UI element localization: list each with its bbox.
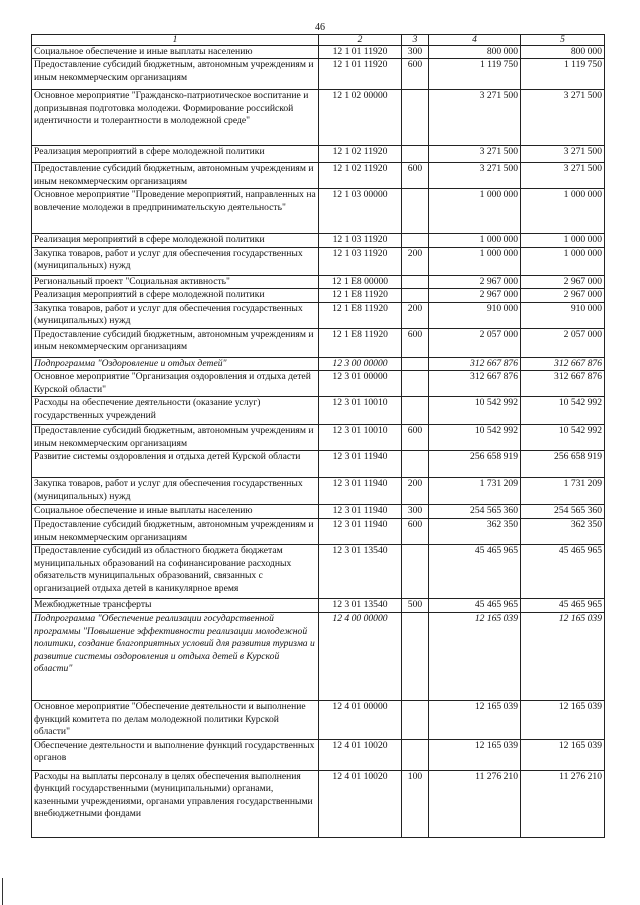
row-amount-2: 45 465 965 [521, 545, 605, 599]
row-amount-2: 10 542 992 [521, 397, 605, 425]
row-code: 12 1 E8 11920 [319, 302, 402, 328]
row-amount-2: 910 000 [521, 302, 605, 328]
row-code: 12 1 E8 11920 [319, 328, 402, 357]
table-row [32, 59, 605, 90]
row-amount-1: 12 165 039 [429, 739, 521, 770]
row-name: Расходы на выплаты персоналу в целях обеспечения выполнения функций государственными (муниципальными) органами, казенными учреждениями, органами управления государственными внебюджетными фондами [32, 770, 319, 837]
row-name: Основное мероприятие "Гражданско-патриотическое воспитание и допризывная подготовка молодежи. Формирование российской идентичности и толерантности в молодежной среде" [32, 90, 319, 146]
row-type-code [402, 146, 429, 163]
row-amount-1: 312 667 876 [429, 357, 521, 370]
row-code: 12 3 01 10010 [319, 397, 402, 425]
table-row [32, 275, 605, 288]
scan-edge-line [2, 878, 3, 905]
table-row [32, 247, 605, 275]
row-code: 12 1 01 11920 [319, 46, 402, 59]
row-name: Развитие системы оздоровления и отдыха детей Курской области [32, 451, 319, 478]
row-code: 12 3 00 00000 [319, 357, 402, 370]
row-type-code [402, 371, 429, 397]
row-type-code [402, 234, 429, 247]
row-type-code: 300 [402, 505, 429, 519]
row-name: Основное мероприятие "Проведение мероприятий, направленных на вовлечение молодежи в предпринимательскую деятельность" [32, 189, 319, 234]
row-amount-1: 362 350 [429, 519, 521, 545]
row-name: Предоставление субсидий бюджетным, автономным учреждениям и иным некоммерческим организациям [32, 59, 319, 90]
row-amount-1: 12 165 039 [429, 613, 521, 701]
column-header: 4 [429, 35, 521, 46]
row-amount-1: 45 465 965 [429, 545, 521, 599]
row-amount-2: 12 165 039 [521, 739, 605, 770]
row-type-code: 200 [402, 247, 429, 275]
row-amount-2: 362 350 [521, 519, 605, 545]
table-row [32, 46, 605, 59]
table-row [32, 397, 605, 425]
column-header: 1 [32, 35, 319, 46]
row-name: Подпрограмма "Оздоровление и отдых детей" [32, 357, 319, 370]
row-amount-2: 3 271 500 [521, 90, 605, 146]
table-row [32, 701, 605, 739]
row-type-code: 300 [402, 46, 429, 59]
row-name: Межбюджетные трансферты [32, 599, 319, 613]
row-name: Региональный проект "Социальная активность" [32, 275, 319, 288]
row-code: 12 1 02 11920 [319, 146, 402, 163]
table-row [32, 478, 605, 505]
row-type-code [402, 289, 429, 302]
row-code: 12 4 00 00000 [319, 613, 402, 701]
row-code: 12 4 01 00000 [319, 701, 402, 739]
row-name: Реализация мероприятий в сфере молодежной политики [32, 234, 319, 247]
row-amount-1: 11 276 210 [429, 770, 521, 837]
row-name: Реализация мероприятий в сфере молодежной политики [32, 146, 319, 163]
row-amount-2: 312 667 876 [521, 371, 605, 397]
table-row [32, 545, 605, 599]
row-amount-2: 12 165 039 [521, 613, 605, 701]
row-amount-1: 256 658 919 [429, 451, 521, 478]
row-amount-2: 254 565 360 [521, 505, 605, 519]
row-name: Социальное обеспечение и иные выплаты населению [32, 46, 319, 59]
row-code: 12 4 01 10020 [319, 770, 402, 837]
row-code: 12 1 03 11920 [319, 247, 402, 275]
table-row [32, 599, 605, 613]
row-type-code [402, 545, 429, 599]
row-name: Предоставление субсидий из областного бюджета бюджетам муниципальных образований на софинансирование расходных обязательств муниципальных образований, связанных с организацией отдыха детей в каникулярное время [32, 545, 319, 599]
table-row [32, 302, 605, 328]
row-name: Основное мероприятие "Организация оздоровления и отдыха детей Курской области" [32, 371, 319, 397]
row-name: Предоставление субсидий бюджетным, автономным учреждениям и иным некоммерческим организациям [32, 425, 319, 451]
row-amount-1: 1 119 750 [429, 59, 521, 90]
row-name: Предоставление субсидий бюджетным, автономным учреждениям и иным некоммерческим организациям [32, 163, 319, 189]
column-header: 5 [521, 35, 605, 46]
table-row [32, 289, 605, 302]
table-row [32, 357, 605, 370]
row-amount-2: 256 658 919 [521, 451, 605, 478]
row-amount-1: 2 967 000 [429, 275, 521, 288]
page-number: 46 [315, 22, 325, 33]
row-code: 12 4 01 10020 [319, 739, 402, 770]
row-amount-2: 1 119 750 [521, 59, 605, 90]
row-amount-2: 1 000 000 [521, 189, 605, 234]
row-amount-1: 10 542 992 [429, 425, 521, 451]
row-code: 12 3 01 00000 [319, 371, 402, 397]
row-amount-2: 2 057 000 [521, 328, 605, 357]
table-row [32, 505, 605, 519]
row-name: Предоставление субсидий бюджетным, автономным учреждениям и иным некоммерческим организациям [32, 519, 319, 545]
row-code: 12 3 01 11940 [319, 478, 402, 505]
row-name: Расходы на обеспечение деятельности (оказание услуг) государственных учреждений [32, 397, 319, 425]
row-amount-1: 1 000 000 [429, 247, 521, 275]
row-amount-1: 910 000 [429, 302, 521, 328]
row-amount-1: 3 271 500 [429, 163, 521, 189]
table-row [32, 371, 605, 397]
row-amount-2: 3 271 500 [521, 146, 605, 163]
row-type-code: 600 [402, 163, 429, 189]
header-row [32, 35, 605, 46]
row-amount-2: 312 667 876 [521, 357, 605, 370]
row-name: Обеспечение деятельности и выполнение функций государственных органов [32, 739, 319, 770]
row-type-code [402, 90, 429, 146]
table-row [32, 739, 605, 770]
row-code: 12 3 01 11940 [319, 505, 402, 519]
row-amount-2: 1 000 000 [521, 234, 605, 247]
row-amount-2: 2 967 000 [521, 275, 605, 288]
table-row [32, 451, 605, 478]
row-code: 12 1 03 11920 [319, 234, 402, 247]
row-type-code: 600 [402, 328, 429, 357]
table-row [32, 770, 605, 837]
row-type-code [402, 739, 429, 770]
table-row [32, 328, 605, 357]
table-row [32, 425, 605, 451]
row-amount-2: 45 465 965 [521, 599, 605, 613]
row-type-code: 100 [402, 770, 429, 837]
table-row [32, 90, 605, 146]
row-code: 12 3 01 13540 [319, 545, 402, 599]
row-code: 12 3 01 13540 [319, 599, 402, 613]
row-code: 12 3 01 10010 [319, 425, 402, 451]
row-amount-1: 3 271 500 [429, 146, 521, 163]
row-amount-1: 1 000 000 [429, 234, 521, 247]
row-name: Закупка товаров, работ и услуг для обеспечения государственных (муниципальных) нужд [32, 478, 319, 505]
table-row [32, 189, 605, 234]
row-code: 12 1 E8 00000 [319, 275, 402, 288]
row-type-code: 600 [402, 59, 429, 90]
row-type-code [402, 357, 429, 370]
row-amount-2: 1 000 000 [521, 247, 605, 275]
row-amount-2: 3 271 500 [521, 163, 605, 189]
row-amount-2: 10 542 992 [521, 425, 605, 451]
row-amount-2: 12 165 039 [521, 701, 605, 739]
row-type-code [402, 451, 429, 478]
row-amount-1: 10 542 992 [429, 397, 521, 425]
row-amount-1: 2 057 000 [429, 328, 521, 357]
row-amount-1: 2 967 000 [429, 289, 521, 302]
row-amount-1: 254 565 360 [429, 505, 521, 519]
column-header: 2 [319, 35, 402, 46]
row-type-code: 500 [402, 599, 429, 613]
row-name: Реализация мероприятий в сфере молодежной политики [32, 289, 319, 302]
row-amount-1: 800 000 [429, 46, 521, 59]
row-code: 12 1 03 00000 [319, 189, 402, 234]
row-type-code [402, 189, 429, 234]
row-type-code: 200 [402, 478, 429, 505]
row-name: Основное мероприятие "Обеспечение деятельности и выполнение функций комитета по делам молодежной политики Курской области" [32, 701, 319, 739]
table-row [32, 146, 605, 163]
row-name: Социальное обеспечение и иные выплаты населению [32, 505, 319, 519]
row-name: Предоставление субсидий бюджетным, автономным учреждениям и иным некоммерческим организациям [32, 328, 319, 357]
row-type-code [402, 701, 429, 739]
row-amount-1: 12 165 039 [429, 701, 521, 739]
table-row [32, 613, 605, 701]
row-name: Закупка товаров, работ и услуг для обеспечения государственных (муниципальных) нужд [32, 302, 319, 328]
row-amount-1: 312 667 876 [429, 371, 521, 397]
row-code: 12 3 01 11940 [319, 519, 402, 545]
row-type-code: 600 [402, 425, 429, 451]
row-code: 12 1 02 11920 [319, 163, 402, 189]
row-amount-1: 3 271 500 [429, 90, 521, 146]
row-code: 12 1 E8 11920 [319, 289, 402, 302]
table-row [32, 519, 605, 545]
row-code: 12 1 02 00000 [319, 90, 402, 146]
row-type-code: 600 [402, 519, 429, 545]
row-amount-2: 1 731 209 [521, 478, 605, 505]
row-name: Подпрограмма "Обеспечение реализации государственной программы "Повышение эффективности реализации молодежной политики, создание благоприятных условий для развития туризма и развитие системы оздоровления и отдыха детей в Курской области" [32, 613, 319, 701]
row-code: 12 3 01 11940 [319, 451, 402, 478]
row-code: 12 1 01 11920 [319, 59, 402, 90]
row-type-code: 200 [402, 302, 429, 328]
row-amount-1: 45 465 965 [429, 599, 521, 613]
table-row [32, 234, 605, 247]
row-amount-1: 1 731 209 [429, 478, 521, 505]
row-type-code [402, 275, 429, 288]
column-header: 3 [402, 35, 429, 46]
row-amount-2: 800 000 [521, 46, 605, 59]
row-amount-1: 1 000 000 [429, 189, 521, 234]
row-name: Закупка товаров, работ и услуг для обеспечения государственных (муниципальных) нужд [32, 247, 319, 275]
row-type-code [402, 613, 429, 701]
row-type-code [402, 397, 429, 425]
table-row [32, 163, 605, 189]
row-amount-2: 2 967 000 [521, 289, 605, 302]
budget-table [31, 34, 605, 838]
row-amount-2: 11 276 210 [521, 770, 605, 837]
